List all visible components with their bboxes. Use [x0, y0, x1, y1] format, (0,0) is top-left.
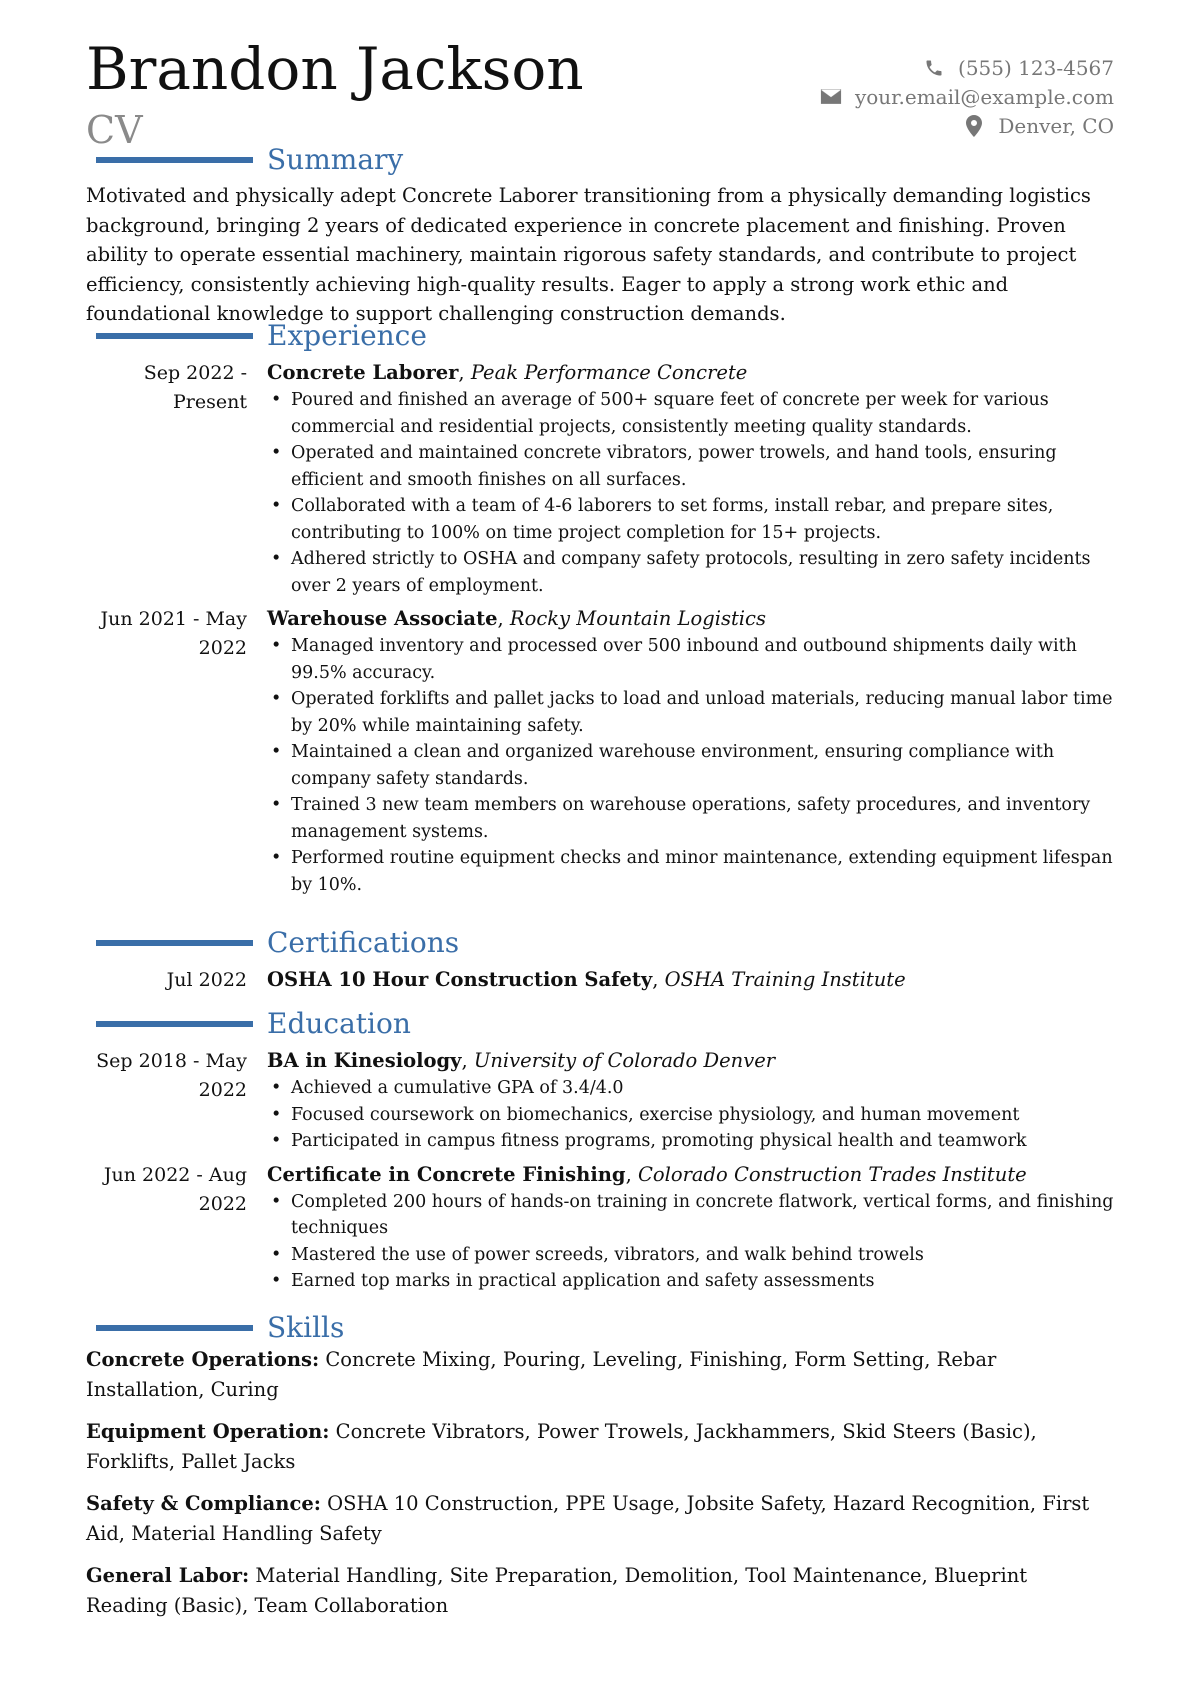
entry-date: Jun 2022 - Aug 2022 [103, 1163, 247, 1215]
entry-bullets [267, 1075, 1114, 1155]
list-item: • Adhered strictly to OSHA and company safety protocols, resulting in zero safety incidents over 2 years of employment. [291, 546, 1114, 599]
entry-heading: Certificate in Concrete Finishing, Colorado Construction Trades Institute [267, 1162, 1027, 1186]
entry-bullets [267, 1189, 1114, 1295]
skills-section [86, 1311, 1114, 1633]
entry-org: University of Colorado Denver [473, 1049, 776, 1072]
section-accent-bar [96, 940, 253, 946]
experience-title: Experience [267, 319, 427, 352]
entry-org: Rocky Mountain Logistics [509, 607, 766, 630]
section-accent-bar [96, 157, 253, 163]
contact-block [819, 53, 1114, 140]
skill-list: Concrete Mixing, Pouring, Leveling, Finishing, Form Setting, Rebar Installation, Curing [86, 1348, 997, 1401]
skill-list: OSHA 10 Construction, PPE Usage, Jobsite Safety, Hazard Recognition, First Aid, Material Handling Safety [86, 1492, 1090, 1545]
list-item: • Maintained a clean and organized warehouse environment, ensuring compliance with company safety standards. [291, 739, 1114, 792]
candidate-name: Brandon Jackson [86, 35, 584, 103]
list-item: • Collaborated with a team of 4-6 laborers to set forms, install rebar, and prepare sites, contributing to 100% on time project completion for 15+ projects. [291, 493, 1114, 546]
skill-label: Concrete Operations: [86, 1348, 320, 1371]
phone-icon [922, 57, 946, 79]
document-subtitle: CV [86, 108, 143, 152]
summary-title: Summary [267, 143, 404, 176]
skill-label: Safety & Compliance: [86, 1492, 321, 1515]
envelope-icon [819, 86, 843, 108]
contact-phone[interactable] [819, 53, 1114, 82]
experience-entry [86, 359, 1114, 599]
skill-group [86, 1489, 1114, 1548]
skill-label: Equipment Operation: [86, 1420, 330, 1443]
certifications-title: Certifications [267, 926, 460, 959]
experience-header [86, 319, 1114, 353]
skills-title: Skills [267, 1311, 345, 1344]
list-item: • Performed routine equipment checks and minor maintenance, extending equipment lifespan by 10%. [291, 845, 1114, 898]
entry-heading: Concrete Laborer, Peak Performance Concrete [267, 361, 748, 384]
contact-location [819, 111, 1114, 140]
entry-date: Jun 2021 - May 2022 [100, 608, 247, 659]
education-section [86, 1007, 1114, 1295]
section-accent-bar [96, 1325, 253, 1331]
entry-degree: Certificate in Concrete Finishing [267, 1162, 626, 1186]
experience-entry [86, 605, 1114, 898]
skill-list: Material Handling, Site Preparation, Demolition, Tool Maintenance, Blueprint Reading (Basic), Team Collaboration [86, 1564, 1028, 1617]
certification-name: OSHA 10 Hour Construction Safety [267, 968, 653, 991]
contact-email-text: your.email@example.com [854, 84, 1114, 109]
list-item: • Managed inventory and processed over 500 inbound and outbound shipments daily with 99.5% accuracy. [291, 633, 1114, 686]
entry-org: OSHA Training Institute [664, 968, 906, 991]
certifications-header [86, 926, 1114, 960]
list-item: • Focused coursework on biomechanics, exercise physiology, and human movement [291, 1102, 1114, 1129]
skill-list: Concrete Vibrators, Power Trowels, Jackhammers, Skid Steers (Basic), Forklifts, Pallet Jacks [86, 1420, 1037, 1473]
entry-date: Sep 2018 - May 2022 [96, 1050, 247, 1101]
entry-org: Peak Performance Concrete [470, 361, 748, 384]
education-header [86, 1007, 1114, 1041]
entry-role: Warehouse Associate [267, 607, 498, 630]
section-accent-bar [96, 333, 253, 339]
list-item: • Poured and finished an average of 500+ square feet of concrete per week for various commercial and residential projects, consistently meeting quality standards. [291, 387, 1114, 440]
section-accent-bar [96, 1021, 253, 1027]
list-item: • Trained 3 new team members on warehouse operations, safety procedures, and inventory management systems. [291, 792, 1114, 845]
entry-role: Concrete Laborer [267, 361, 459, 384]
entry-heading: BA in Kinesiology, University of Colorado Denver [267, 1049, 776, 1072]
entry-bullets [267, 387, 1114, 599]
contact-email[interactable] [819, 82, 1114, 111]
map-pin-icon [962, 115, 986, 137]
entry-heading: OSHA 10 Hour Construction Safety, OSHA Training Institute [267, 968, 906, 991]
list-item: • Earned top marks in practical application and safety assessments [291, 1268, 1114, 1295]
summary-text: Motivated and physically adept Concrete Laborer transitioning from a physically demanding logistics background, bringing 2 years of dedicated experience in concrete placement and finishing. Proven ability to operate essential machinery, maintain rigorous safety standards, and contribute to project efficiency, consistently achieving high-quality results. Eager to apply a strong work ethic and foundational knowledge to support challenging construction demands. [86, 184, 1091, 325]
summary-section [86, 143, 1114, 329]
certification-entry [86, 966, 1114, 994]
entry-date: Sep 2022 - Present [143, 362, 247, 413]
entry-heading: Warehouse Associate, Rocky Mountain Logistics [267, 607, 766, 630]
skills-header [86, 1311, 1114, 1345]
certifications-section [86, 926, 1114, 994]
experience-section [86, 319, 1114, 898]
resume-page [86, 0, 1114, 1683]
list-item: • Operated and maintained concrete vibrators, power trowels, and hand tools, ensuring efficient and smooth finishes on all surfaces. [291, 440, 1114, 493]
entry-degree: BA in Kinesiology [267, 1049, 462, 1072]
list-item: • Mastered the use of power screeds, vibrators, and walk behind trowels [291, 1242, 1114, 1269]
skill-label: General Labor: [86, 1564, 250, 1587]
contact-phone-text: (555) 123-4567 [958, 55, 1114, 80]
list-item: • Completed 200 hours of hands-on training in concrete flatwork, vertical forms, and finishing techniques [291, 1189, 1114, 1242]
entry-date: Jul 2022 [166, 969, 247, 991]
list-item: • Achieved a cumulative GPA of 3.4/4.0 [291, 1075, 1114, 1102]
list-item: • Operated forklifts and pallet jacks to load and unload materials, reducing manual labor time by 20% while maintaining safety. [291, 686, 1114, 739]
list-item: • Participated in campus fitness programs, promoting physical health and teamwork [291, 1128, 1114, 1155]
skill-group [86, 1345, 1114, 1404]
skill-group [86, 1561, 1114, 1620]
contact-location-text: Denver, CO [998, 113, 1114, 138]
education-entry [86, 1161, 1114, 1295]
education-entry [86, 1047, 1114, 1155]
education-title: Education [267, 1007, 411, 1040]
entry-org: Colorado Construction Trades Institute [637, 1162, 1027, 1186]
summary-header [86, 143, 1114, 177]
skill-group [86, 1417, 1114, 1476]
entry-bullets [267, 633, 1114, 898]
